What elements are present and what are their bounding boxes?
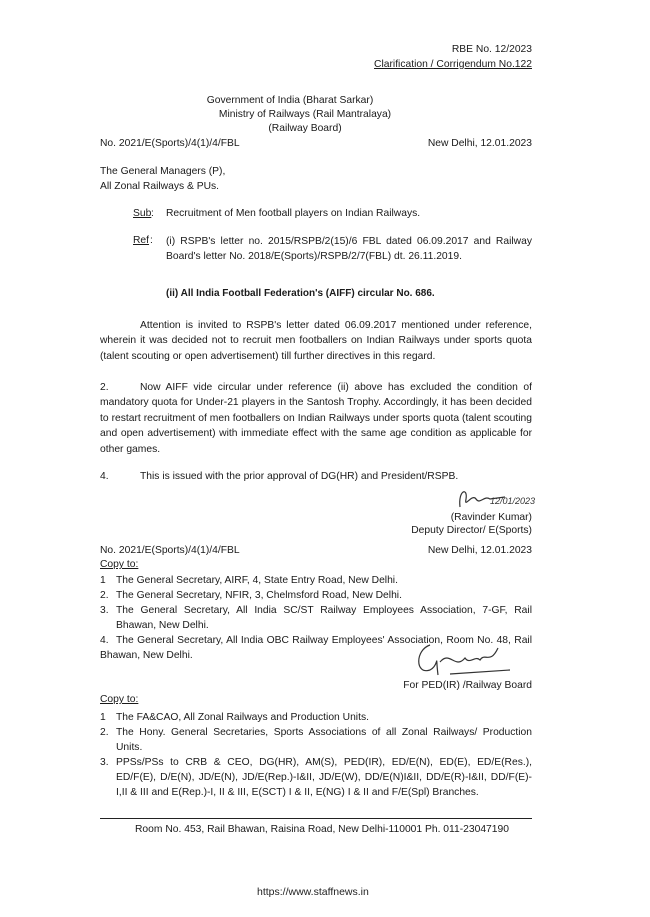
- copy1-item: 2. The General Secretary, NFIR, 3, Chelmsford Road, New Delhi.: [100, 590, 402, 601]
- paragraph-4: 4. This is issued with the prior approval of DG(HR) and President/RSPB.: [100, 471, 459, 482]
- clarification-number: Clarification / Corrigendum No.122: [374, 59, 532, 70]
- letter-ref-number: No. 2021/E(Sports)/4(1)/4/FBL: [100, 138, 240, 149]
- org-line-3: (Railway Board): [268, 123, 342, 134]
- addressee-line-1: The General Managers (P),: [100, 166, 226, 177]
- copy1-label: Copy to:: [100, 559, 139, 570]
- org-line-2: Ministry of Railways (Rail Mantralaya): [218, 109, 392, 120]
- signatory-1-designation: Deputy Director/ E(Sports): [411, 525, 532, 536]
- paragraph-1: Attention is invited to RSPB's letter dated 06.09.2017 mentioned under reference, wherein it was decided not to recruit men footballers on Indian Railways under sports quota (talent scouting or open advertisement) till further directives in this regard.: [100, 320, 532, 362]
- signatory-1-name: (Ravinder Kumar): [450, 512, 532, 523]
- reference-label: Ref: [133, 235, 150, 246]
- paragraph-2: 2. Now AIFF vide circular under reference (ii) above has excluded the condition of mandatory quota for Under-21 players in the Santosh Trophy. Accordingly, it has been decided to restart recruitment of men footballers on Indian Railways under sports quota (talent scouting and open advertisement) with immediate effect with the same age condition as applicable for other games.: [100, 382, 532, 455]
- reference-item-1: (i) RSPB's letter no. 2015/RSPB/2(15)/6 FBL dated 06.09.2017 and Railway Board's letter No. 2018/E(Sports)/RSPB/2/7(FBL) dt. 26.11.2019.: [166, 236, 532, 263]
- subject-text: Recruitment of Men football players on Indian Railways.: [166, 208, 421, 219]
- subject-label: Sub: [133, 208, 152, 219]
- copy2-item: 2. The Hony. General Secretaries, Sports Associations of all Zonal Railways/ Production Units.: [100, 727, 532, 753]
- place-date: New Delhi, 12.01.2023: [427, 138, 532, 149]
- addressee-line-2: All Zonal Railways & PUs.: [100, 181, 220, 192]
- copy1-item: 4. The General Secretary, All India OBC Railway Employees' Association, Room No. 48, Rail Bhawan, New Delhi.: [100, 635, 532, 661]
- copy1-ref-number: No. 2021/E(Sports)/4(1)/4/FBL: [100, 545, 240, 556]
- footer-divider: [100, 818, 532, 819]
- copy1-item: 3. The General Secretary, All India SC/ST Railway Employees Association, 7-GF, Rail Bhawan, New Delhi.: [100, 605, 532, 631]
- copy2-item: 3. PPSs/PSs to CRB & CEO, DG(HR), AM(S), PED(IR), ED/E(N), ED(E), ED/E(Res.), ED/F(E), D/E(N), JD/E(N), JD/E(Rep.)-I&II, JD/E(W), DD/E(N)I&II, DD/E(R)-I&II, DD/F(E)-I,II & III and E(Rep.)-I, II & III, E(SCT) I & II, E(NG) I & II and F/E(Spl) Branches.: [100, 757, 532, 798]
- signature-date: 12/01/2023: [490, 496, 536, 506]
- copy2-item: 1 The FA&CAO, All Zonal Railways and Production Units.: [100, 712, 369, 723]
- rbe-number: RBE No. 12/2023: [451, 44, 532, 55]
- reference-item-2: (ii) All India Football Federation's (AIFF) circular No. 686.: [166, 288, 435, 299]
- copy1-place-date: New Delhi, 12.01.2023: [427, 545, 532, 556]
- office-address: Room No. 453, Rail Bhawan, Raisina Road, New Delhi-110001 Ph. 011-23047190: [135, 824, 509, 835]
- watermark-url: https://www.staffnews.in: [257, 886, 369, 898]
- org-line-1: Government of India (Bharat Sarkar): [206, 95, 374, 106]
- signature-2: [410, 640, 520, 680]
- copy2-label: Copy to:: [100, 694, 139, 705]
- copy1-signatory: For PED(IR) /Railway Board: [403, 680, 532, 691]
- copy1-item: 1 The General Secretary, AIRF, 4, State Entry Road, New Delhi.: [100, 575, 398, 586]
